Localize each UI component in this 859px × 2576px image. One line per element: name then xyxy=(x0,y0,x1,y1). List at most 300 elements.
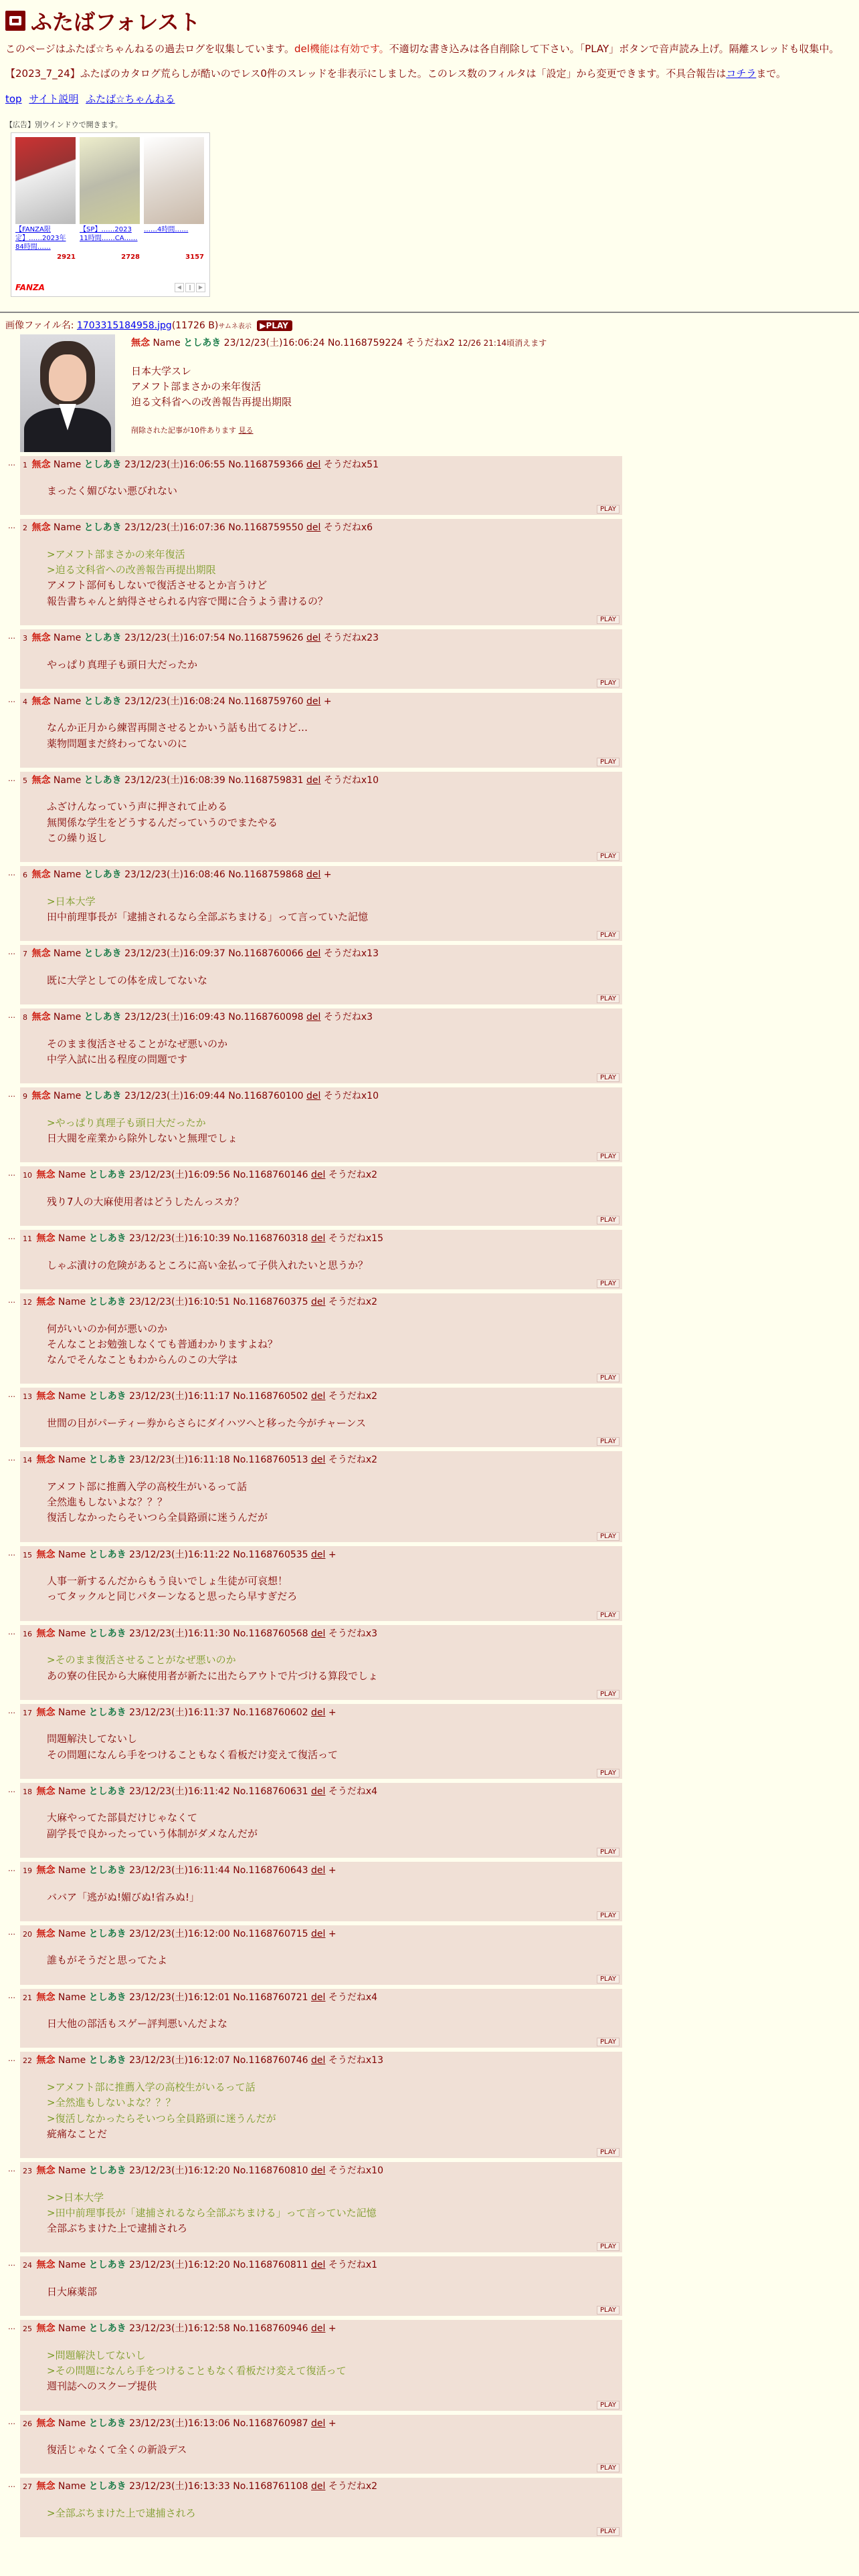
reply-body xyxy=(47,799,622,846)
reply-subject: 無念 xyxy=(36,1233,56,1245)
reply-post xyxy=(8,945,854,1004)
reply-box xyxy=(20,1087,622,1162)
ad-thumbnail[interactable] xyxy=(144,137,204,224)
reply-play-row xyxy=(23,2397,622,2409)
reply-header xyxy=(23,1390,622,1404)
ad-banner[interactable] xyxy=(11,132,210,297)
del-button[interactable]: del xyxy=(311,1170,326,1181)
reply-date: 23/12/23(土)16:11:37 xyxy=(129,1707,230,1718)
reply-play-button[interactable]: PLAY xyxy=(597,1848,619,1856)
del-button[interactable]: del xyxy=(306,459,321,470)
del-notice: del機能は有効です。 xyxy=(294,43,389,55)
reply-post xyxy=(8,2478,854,2537)
reply-header xyxy=(23,1011,622,1025)
reply-post xyxy=(8,2415,854,2474)
reply-menu-icon[interactable]: … xyxy=(8,1785,15,1794)
reply-menu-icon[interactable]: … xyxy=(8,1232,15,1242)
ad-thumbnail[interactable] xyxy=(15,137,76,224)
sodane-button[interactable]: + xyxy=(328,2418,337,2429)
reply-date: 23/12/23(土)16:11:22 xyxy=(129,1549,230,1560)
reply-menu-icon[interactable]: … xyxy=(8,1454,15,1463)
ad-price: 2728 xyxy=(121,253,140,261)
reply-number[interactable]: No.1168760721 xyxy=(233,1992,308,2003)
reply-play-row xyxy=(23,1149,622,1161)
reply-play-button[interactable]: PLAY xyxy=(597,852,619,861)
sodane-button[interactable]: そうだねx15 xyxy=(328,1233,383,1245)
reply-line: 誰もがそうだと思ってたよ xyxy=(47,1954,168,1967)
ad-next-icon[interactable]: ▶ xyxy=(196,283,205,292)
reply-name-label: Name xyxy=(58,1170,86,1181)
del-button[interactable]: del xyxy=(306,948,321,960)
ad-thumbnail[interactable] xyxy=(80,137,140,224)
reply-menu-icon[interactable]: … xyxy=(8,1169,15,1178)
del-button[interactable]: del xyxy=(311,2481,326,2492)
ad-item[interactable] xyxy=(80,137,140,261)
reply-index: 12 xyxy=(23,1298,32,1307)
ad-price: 2921 xyxy=(57,253,76,261)
reply-line: アメフト部何もしないで復活させるとか言うけど xyxy=(47,579,268,592)
reply-box xyxy=(20,2256,622,2316)
reply-line: やっぱり真理子も頭日大だったか xyxy=(47,658,198,671)
ad-prev-icon[interactable]: ◀ xyxy=(175,283,184,292)
reply-play-button[interactable]: PLAY xyxy=(597,1911,619,1920)
reply-name-label: Name xyxy=(58,1549,86,1560)
nav-futaba-link[interactable]: ふたば☆ちゃんねる xyxy=(86,92,175,105)
reply-number[interactable]: No.1168760568 xyxy=(233,1628,308,1639)
del-button[interactable]: del xyxy=(311,1297,326,1308)
reply-index: 23 xyxy=(23,2167,32,2176)
reply-date: 23/12/23(土)16:08:39 xyxy=(124,774,225,786)
sodane-button[interactable]: そうだねx13 xyxy=(328,2055,383,2066)
reply-box xyxy=(20,1989,622,2048)
reply-post xyxy=(8,2162,854,2252)
reply-play-button[interactable]: PLAY xyxy=(597,1152,619,1161)
reply-name: としあき xyxy=(88,1549,126,1560)
reply-play-button[interactable]: PLAY xyxy=(597,1437,619,1446)
reply-body xyxy=(47,2348,622,2395)
reply-play-button[interactable]: PLAY xyxy=(597,1216,619,1224)
reply-index: 3 xyxy=(23,633,27,643)
thumb-note: サムネ表示 xyxy=(218,322,252,330)
reply-number[interactable]: No.1168760535 xyxy=(233,1549,308,1560)
reply-subject: 無念 xyxy=(36,2260,56,2271)
reply-name-label: Name xyxy=(53,522,82,534)
intro-paragraph-1 xyxy=(5,41,854,57)
reply-play-row xyxy=(23,612,622,624)
reply-menu-icon[interactable]: … xyxy=(8,2417,15,2426)
sodane-button[interactable]: + xyxy=(328,1864,337,1876)
reply-line: アメフト部に推薦入学の高校生がいるって話 xyxy=(47,1480,248,1493)
sodane-button[interactable]: + xyxy=(323,869,332,881)
reply-body xyxy=(47,1416,622,1431)
reply-post xyxy=(8,1704,854,1779)
reply-line: 問題解決してないし xyxy=(47,1733,138,1745)
ad-item[interactable] xyxy=(15,137,76,261)
reply-number[interactable]: No.1168760602 xyxy=(233,1707,308,1718)
reply-play-button[interactable]: PLAY xyxy=(597,758,619,766)
reply-menu-icon[interactable]: … xyxy=(8,869,15,878)
reply-name: としあき xyxy=(84,1091,122,1102)
del-button[interactable]: del xyxy=(306,522,321,534)
reply-menu-icon[interactable]: … xyxy=(8,1927,15,1937)
reply-post xyxy=(8,1166,854,1226)
reply-number[interactable]: No.1168760810 xyxy=(233,2165,308,2177)
reply-play-row xyxy=(23,1908,622,1920)
reply-index: 13 xyxy=(23,1392,32,1402)
op-image[interactable] xyxy=(20,334,115,452)
reply-line: 田中前理事長が「逮捕されるなら全部ぶちまける」って言っていた記憶 xyxy=(47,911,369,924)
reply-name-label: Name xyxy=(53,1091,82,1102)
reply-menu-icon[interactable]: … xyxy=(8,1090,15,1099)
reply-name: としあき xyxy=(88,1864,126,1876)
reply-menu-icon[interactable]: … xyxy=(8,458,15,467)
reply-name-label: Name xyxy=(58,2323,86,2335)
reply-date: 23/12/23(土)16:13:33 xyxy=(129,2481,230,2492)
reply-play-row xyxy=(23,1529,622,1541)
reply-header xyxy=(23,1549,622,1562)
ad-item[interactable] xyxy=(144,137,204,261)
sodane-button[interactable]: そうだねx2 xyxy=(328,1297,378,1308)
reply-index: 16 xyxy=(23,1629,32,1638)
reply-menu-icon[interactable]: … xyxy=(8,774,15,783)
sodane-button[interactable]: + xyxy=(328,1928,337,1939)
reply-subject: 無念 xyxy=(36,1549,56,1560)
reply-name-label: Name xyxy=(53,459,82,470)
op-date: 23/12/23(土)16:06:24 xyxy=(223,337,325,348)
reply-play-button[interactable]: PLAY xyxy=(597,2038,619,2046)
reply-menu-icon[interactable]: … xyxy=(8,1706,15,1715)
show-deleted-link[interactable]: 見る xyxy=(238,426,254,435)
del-button[interactable]: del xyxy=(306,869,321,881)
reply-play-button[interactable]: PLAY xyxy=(597,2527,619,2536)
reply-date: 23/12/23(土)16:12:01 xyxy=(129,1992,230,2003)
op-line: アメフト部まさかの来年復活 xyxy=(131,380,262,393)
sodane-button[interactable]: そうだねx2 xyxy=(328,2481,378,2492)
reply-name: としあき xyxy=(84,632,122,643)
reply-subject: 無念 xyxy=(31,632,51,643)
reply-name: としあき xyxy=(84,774,122,786)
reply-header xyxy=(23,1628,622,1641)
reply-post xyxy=(8,866,854,941)
reply-number[interactable]: No.1168760066 xyxy=(228,948,304,960)
del-button[interactable]: del xyxy=(306,695,321,707)
sodane-button[interactable]: そうだねx3 xyxy=(323,1012,373,1023)
nav-top-link[interactable]: top xyxy=(5,92,22,105)
reply-subject: 無念 xyxy=(31,522,51,534)
reply-post xyxy=(8,1989,854,2048)
reply-box xyxy=(20,629,622,689)
reply-play-button[interactable]: PLAY xyxy=(597,1374,619,1382)
sodane-button[interactable]: そうだねx6 xyxy=(323,522,373,534)
reply-play-button[interactable]: PLAY xyxy=(597,2306,619,2315)
reply-body xyxy=(47,547,622,609)
ad-title[interactable]: 【FANZA限定】……2023年 84時間…… xyxy=(15,225,66,251)
sodane-button[interactable]: そうだねx51 xyxy=(323,459,379,470)
ad-title[interactable]: ……4時間…… xyxy=(144,225,189,233)
reply-name-label: Name xyxy=(58,1628,86,1639)
reply-play-button[interactable]: PLAY xyxy=(597,1073,619,1082)
notice-suffix: まで。 xyxy=(756,68,787,80)
reply-post xyxy=(8,1008,854,1083)
del-button[interactable]: del xyxy=(311,2323,326,2335)
del-button[interactable]: del xyxy=(311,2165,326,2177)
reply-body xyxy=(47,484,622,499)
sodane-button[interactable]: そうだねx1 xyxy=(328,2260,378,2271)
reply-play-button[interactable]: PLAY xyxy=(597,1611,619,1620)
reply-header xyxy=(23,2418,622,2431)
reply-play-button[interactable]: PLAY xyxy=(597,1532,619,1541)
reply-menu-icon[interactable]: … xyxy=(8,2165,15,2174)
reply-menu-icon[interactable]: … xyxy=(8,2054,15,2064)
del-button[interactable]: del xyxy=(311,2055,326,2066)
reply-subject: 無念 xyxy=(36,2418,56,2429)
reply-name: としあき xyxy=(88,1928,126,1939)
op-name-label: Name xyxy=(153,337,181,348)
reply-name-label: Name xyxy=(58,1928,86,1939)
reply-post xyxy=(8,693,854,768)
reply-box xyxy=(20,1008,622,1083)
reply-menu-icon[interactable]: … xyxy=(8,1548,15,1558)
reply-play-row xyxy=(23,1434,622,1446)
reply-name: としあき xyxy=(88,1297,126,1308)
sodane-button[interactable]: そうだねx3 xyxy=(328,1628,378,1639)
reply-play-button[interactable]: PLAY xyxy=(597,2401,619,2409)
quote-line: >迫る文科省への改善報告再提出期限 xyxy=(47,564,216,576)
reply-date: 23/12/23(土)16:13:06 xyxy=(129,2418,230,2429)
reply-menu-icon[interactable]: … xyxy=(8,522,15,531)
reply-number[interactable]: No.1168759366 xyxy=(228,459,304,470)
file-link[interactable]: 1703315184958.jpg xyxy=(76,320,172,331)
reply-name: としあき xyxy=(84,948,122,960)
reply-play-button[interactable]: PLAY xyxy=(597,1279,619,1288)
del-button[interactable]: del xyxy=(311,1786,326,1797)
sodane-button[interactable]: そうだねx10 xyxy=(323,1091,379,1102)
reply-number[interactable]: No.1168760746 xyxy=(233,2055,308,2066)
reply-name-label: Name xyxy=(53,948,82,960)
reply-number[interactable]: No.1168761108 xyxy=(233,2481,308,2492)
reply-number[interactable]: No.1168760987 xyxy=(233,2418,308,2429)
del-button[interactable]: del xyxy=(311,2418,326,2429)
reply-line: 復活しなかったらそいつら全員路頭に迷うんだが xyxy=(47,1511,268,1524)
reply-line: 中学入試に出る程度の問題です xyxy=(47,1053,188,1065)
reply-number[interactable]: No.1168760100 xyxy=(228,1091,304,1102)
reply-name-label: Name xyxy=(53,1012,82,1023)
reply-number[interactable]: No.1168759626 xyxy=(228,632,304,643)
sodane-button[interactable]: そうだねx2 xyxy=(328,1455,378,1466)
reply-play-row xyxy=(23,2145,622,2157)
sodane-button[interactable]: そうだねx2 xyxy=(328,1391,378,1402)
sodane-button[interactable]: そうだねx4 xyxy=(328,1992,378,2003)
sodane-button[interactable]: そうだねx4 xyxy=(328,1786,378,1797)
reply-menu-icon[interactable]: … xyxy=(8,948,15,957)
reply-menu-icon[interactable]: … xyxy=(8,1296,15,1305)
reply-line: ふざけんなっていう声に押されて止める xyxy=(47,800,228,813)
reply-menu-icon[interactable]: … xyxy=(8,631,15,641)
reply-name: としあき xyxy=(84,459,122,470)
report-link[interactable]: コチラ xyxy=(726,68,757,80)
play-label: PLAY xyxy=(266,320,288,330)
sodane-button[interactable]: + xyxy=(328,1707,337,1718)
reply-play-button[interactable]: PLAY xyxy=(597,505,619,514)
reply-play-button[interactable]: PLAY xyxy=(597,1769,619,1778)
reply-date: 23/12/23(土)16:06:55 xyxy=(124,459,225,470)
op-subject: 無念 xyxy=(131,337,150,348)
del-button[interactable]: del xyxy=(306,774,321,786)
reply-number[interactable]: No.1168760375 xyxy=(233,1297,308,1308)
reply-number[interactable]: No.1168760098 xyxy=(228,1012,304,1023)
reply-play-row xyxy=(23,2034,622,2046)
reply-menu-icon[interactable]: … xyxy=(8,1864,15,1873)
reply-number[interactable]: No.1168760318 xyxy=(233,1233,308,1245)
reply-index: 24 xyxy=(23,2261,32,2270)
reply-play-row xyxy=(23,1608,622,1620)
play-button[interactable] xyxy=(257,320,292,331)
reply-box xyxy=(20,1546,622,1621)
reply-number[interactable]: No.1168760631 xyxy=(233,1786,308,1797)
nav-links xyxy=(5,92,854,106)
reply-number[interactable]: No.1168760946 xyxy=(233,2323,308,2335)
reply-date: 23/12/23(土)16:09:44 xyxy=(124,1091,225,1102)
reply-menu-icon[interactable]: … xyxy=(8,695,15,704)
reply-line: 日大麻薬部 xyxy=(47,2286,98,2298)
del-button[interactable]: del xyxy=(311,1628,326,1639)
del-button[interactable]: del xyxy=(311,1455,326,1466)
reply-menu-icon[interactable]: … xyxy=(8,1011,15,1021)
reply-menu-icon[interactable]: … xyxy=(8,1627,15,1636)
reply-post xyxy=(8,1451,854,1541)
del-button[interactable]: del xyxy=(311,1549,326,1560)
reply-play-button[interactable]: PLAY xyxy=(597,994,619,1003)
reply-date: 23/12/23(土)16:11:44 xyxy=(129,1864,230,1876)
reply-number[interactable]: No.1168760513 xyxy=(233,1455,308,1466)
reply-box xyxy=(20,1451,622,1541)
reply-play-button[interactable]: PLAY xyxy=(597,1975,619,1983)
reply-box xyxy=(20,2415,622,2474)
del-button[interactable]: del xyxy=(306,1012,321,1023)
del-button[interactable]: del xyxy=(306,1091,321,1102)
sodane-button[interactable]: そうだねx10 xyxy=(328,2165,383,2177)
reply-number[interactable]: No.1168760502 xyxy=(233,1391,308,1402)
reply-body xyxy=(47,1890,622,1905)
del-button[interactable]: del xyxy=(311,1928,326,1939)
sodane-button[interactable]: そうだねx10 xyxy=(323,774,379,786)
intro-text: このページはふたば☆ちゃんねるの過去ログを収集しています。 xyxy=(5,43,294,55)
reply-number[interactable]: No.1168759831 xyxy=(228,774,304,786)
reply-name-label: Name xyxy=(58,1297,86,1308)
reply-number[interactable]: No.1168759868 xyxy=(228,869,304,881)
reply-menu-icon[interactable]: … xyxy=(8,2259,15,2268)
nav-site-info-link[interactable]: サイト説明 xyxy=(29,92,79,105)
reply-index: 18 xyxy=(23,1787,32,1796)
del-button[interactable]: del xyxy=(311,1391,326,1402)
reply-subject: 無念 xyxy=(31,695,51,707)
reply-date: 23/12/23(土)16:07:36 xyxy=(124,522,225,534)
reply-play-button[interactable]: PLAY xyxy=(597,2148,619,2157)
thread xyxy=(0,318,859,2538)
reply-menu-icon[interactable]: … xyxy=(8,1390,15,1400)
reply-body xyxy=(47,1652,622,1684)
reply-line: 全部ぶちまけた上で逮捕されろ xyxy=(47,2222,188,2235)
ad-pause-icon[interactable]: ‖ xyxy=(185,283,195,292)
reply-index: 1 xyxy=(23,460,27,469)
reply-play-button[interactable]: PLAY xyxy=(597,2242,619,2251)
reply-number[interactable]: No.1168760146 xyxy=(233,1170,308,1181)
reply-line: 無関係な学生をどうするんだっていうのでまたやる xyxy=(47,816,278,829)
reply-post xyxy=(8,1293,854,1384)
reply-date: 23/12/23(土)16:09:43 xyxy=(124,1012,225,1023)
reply-box xyxy=(20,772,622,862)
reply-post xyxy=(8,1388,854,1447)
ad-title[interactable]: 【SP】……2023 11時間……CA…… xyxy=(80,225,138,242)
reply-body xyxy=(47,894,622,926)
reply-play-button[interactable]: PLAY xyxy=(597,679,619,687)
del-button[interactable]: del xyxy=(311,2260,326,2271)
reply-body xyxy=(47,2080,622,2142)
reply-number[interactable]: No.1168759550 xyxy=(228,522,304,534)
del-button[interactable]: del xyxy=(311,1864,326,1876)
reply-play-button[interactable]: PLAY xyxy=(597,931,619,940)
reply-number[interactable]: No.1168760811 xyxy=(233,2260,308,2271)
sodane-button[interactable]: + xyxy=(328,2323,337,2335)
reply-body xyxy=(47,1731,622,1763)
op-body xyxy=(131,334,854,452)
title-row xyxy=(5,5,854,36)
op-sodane[interactable]: そうだねx2 xyxy=(405,337,455,348)
reply-box xyxy=(20,1925,622,1985)
reply-box xyxy=(20,2478,622,2537)
reply-play-button[interactable]: PLAY xyxy=(597,1690,619,1699)
reply-index: 15 xyxy=(23,1550,32,1560)
reply-number[interactable]: No.1168760643 xyxy=(233,1864,308,1876)
sodane-button[interactable]: + xyxy=(323,695,332,707)
reply-play-row xyxy=(23,1971,622,1983)
sodane-button[interactable]: + xyxy=(328,1549,337,1560)
del-button[interactable]: del xyxy=(311,1233,326,1245)
reply-name: としあき xyxy=(88,2055,126,2066)
reply-name: としあき xyxy=(88,2323,126,2335)
reply-date: 23/12/23(土)16:12:20 xyxy=(129,2260,230,2271)
reply-menu-icon[interactable]: … xyxy=(8,2323,15,2332)
sodane-button[interactable]: そうだねx2 xyxy=(328,1170,378,1181)
op-number[interactable]: No.1168759224 xyxy=(327,337,403,348)
reply-number[interactable]: No.1168760715 xyxy=(233,1928,308,1939)
reply-number[interactable]: No.1168759760 xyxy=(228,695,304,707)
del-button[interactable]: del xyxy=(311,1707,326,1718)
sodane-button[interactable]: そうだねx23 xyxy=(323,632,379,643)
reply-post xyxy=(8,519,854,625)
del-button[interactable]: del xyxy=(311,1992,326,2003)
reply-play-button[interactable]: PLAY xyxy=(597,615,619,624)
divider xyxy=(0,312,859,313)
sodane-button[interactable]: そうだねx13 xyxy=(323,948,379,960)
del-button[interactable]: del xyxy=(306,632,321,643)
reply-header xyxy=(23,1090,622,1103)
quote-line: >やっぱり真理子も頭日大だったか xyxy=(47,1116,206,1129)
quote-line: >全部ぶちまけた上で逮捕されろ xyxy=(47,2507,196,2520)
reply-box xyxy=(20,456,622,516)
reply-header xyxy=(23,522,622,535)
reply-subject: 無念 xyxy=(36,2323,56,2335)
reply-play-button[interactable]: PLAY xyxy=(597,2464,619,2472)
reply-header xyxy=(23,1169,622,1182)
reply-subject: 無念 xyxy=(36,1297,56,1308)
reply-subject: 無念 xyxy=(36,1864,56,1876)
intro-paragraph-2 xyxy=(5,66,854,82)
reply-name: としあき xyxy=(88,2418,126,2429)
reply-menu-icon[interactable]: … xyxy=(8,2480,15,2490)
reply-play-row xyxy=(23,1687,622,1699)
reply-menu-icon[interactable]: … xyxy=(8,1991,15,2000)
